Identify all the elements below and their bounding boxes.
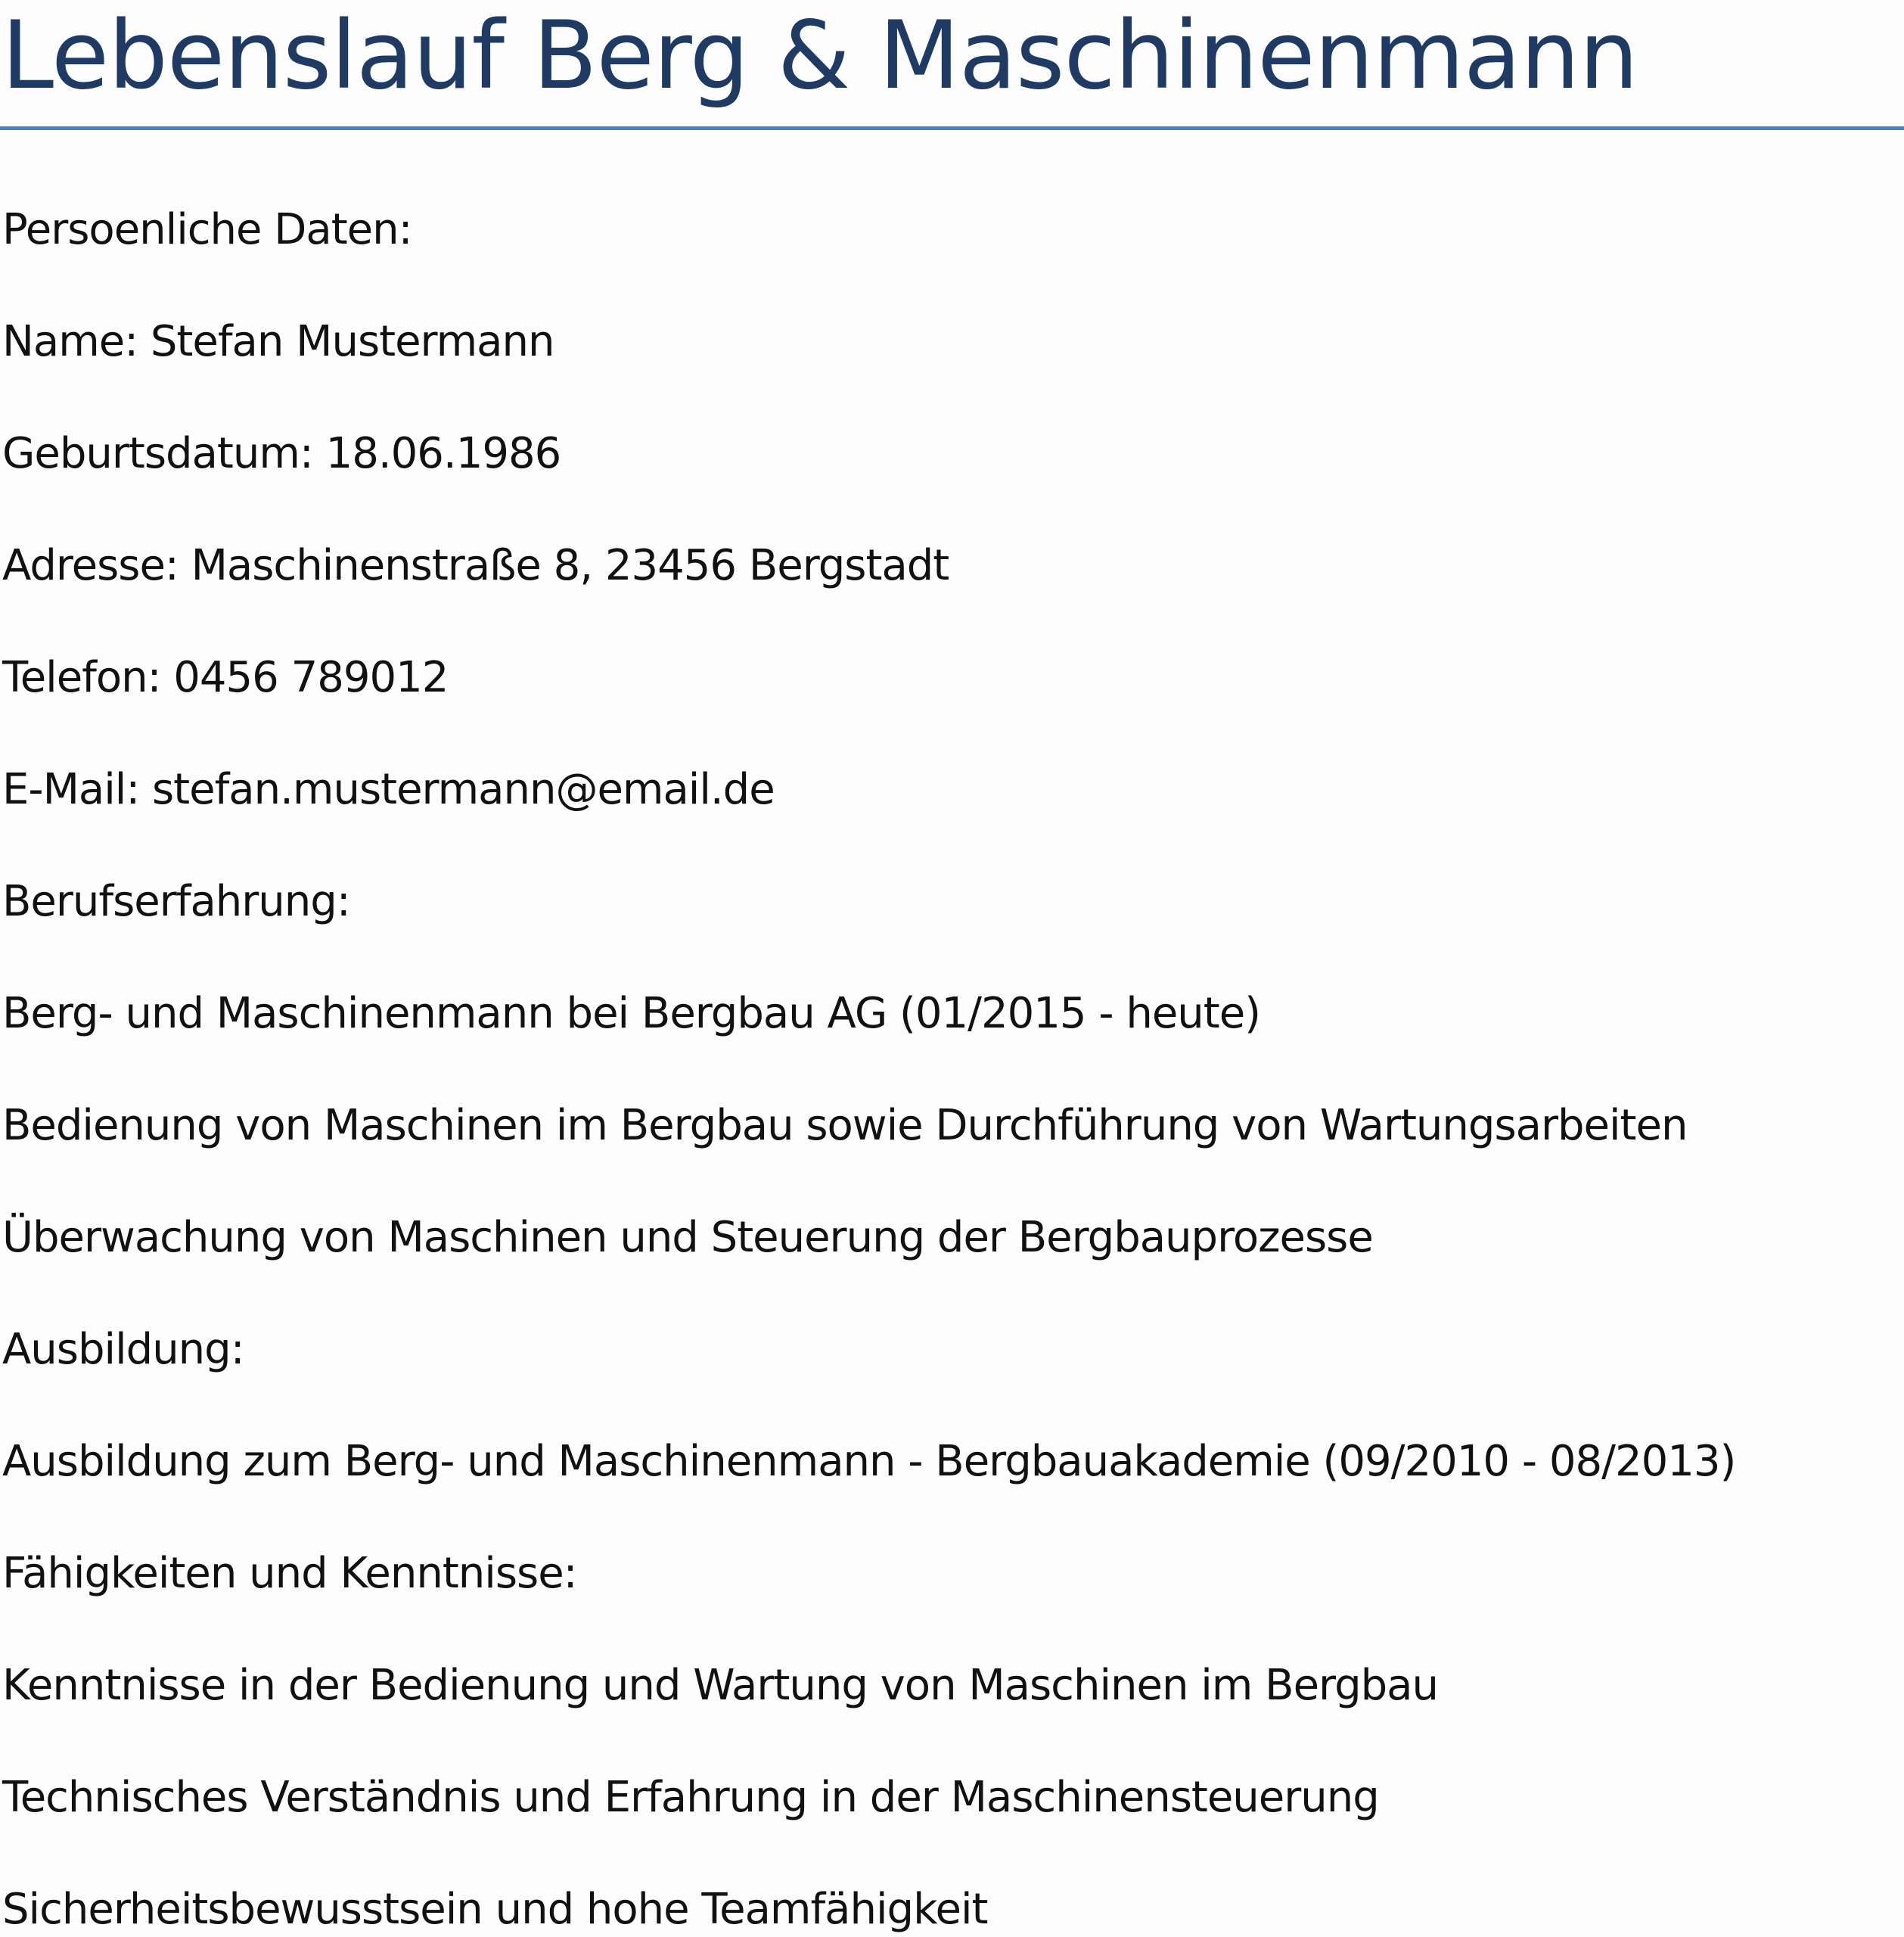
skill-item: Technisches Verständnis und Erfahrung in der Maschinensteuerung [2, 1773, 1379, 1822]
personal-birthdate: Geburtsdatum: 18.06.1986 [2, 429, 561, 478]
education-heading: Ausbildung: [2, 1325, 244, 1374]
document-title: Lebenslauf Berg & Maschinenmann [2, 2, 1638, 110]
skill-item: Sicherheitsbewusstsein und hohe Teamfähigkeit [2, 1885, 988, 1934]
experience-position: Berg- und Maschinenmann bei Bergbau AG (01/2015 - heute) [2, 989, 1261, 1038]
skill-item: Kenntnisse in der Bedienung und Wartung von Maschinen im Bergbau [2, 1661, 1438, 1710]
education-entry: Ausbildung zum Berg- und Maschinenmann - Bergbauakademie (09/2010 - 08/2013) [2, 1437, 1736, 1486]
personal-phone: Telefon: 0456 789012 [2, 653, 449, 702]
skills-heading: Fähigkeiten und Kenntnisse: [2, 1549, 577, 1598]
experience-duty: Überwachung von Maschinen und Steuerung der Bergbauprozesse [2, 1213, 1373, 1262]
personal-address: Adresse: Maschinenstraße 8, 23456 Bergstadt [2, 541, 949, 590]
personal-heading: Persoenliche Daten: [2, 205, 412, 254]
experience-duty: Bedienung von Maschinen im Bergbau sowie Durchführung von Wartungsarbeiten [2, 1101, 1688, 1150]
title-divider [0, 126, 1904, 130]
personal-name: Name: Stefan Mustermann [2, 317, 554, 366]
personal-email: E-Mail: stefan.mustermann@email.de [2, 765, 775, 814]
experience-heading: Berufserfahrung: [2, 877, 350, 926]
